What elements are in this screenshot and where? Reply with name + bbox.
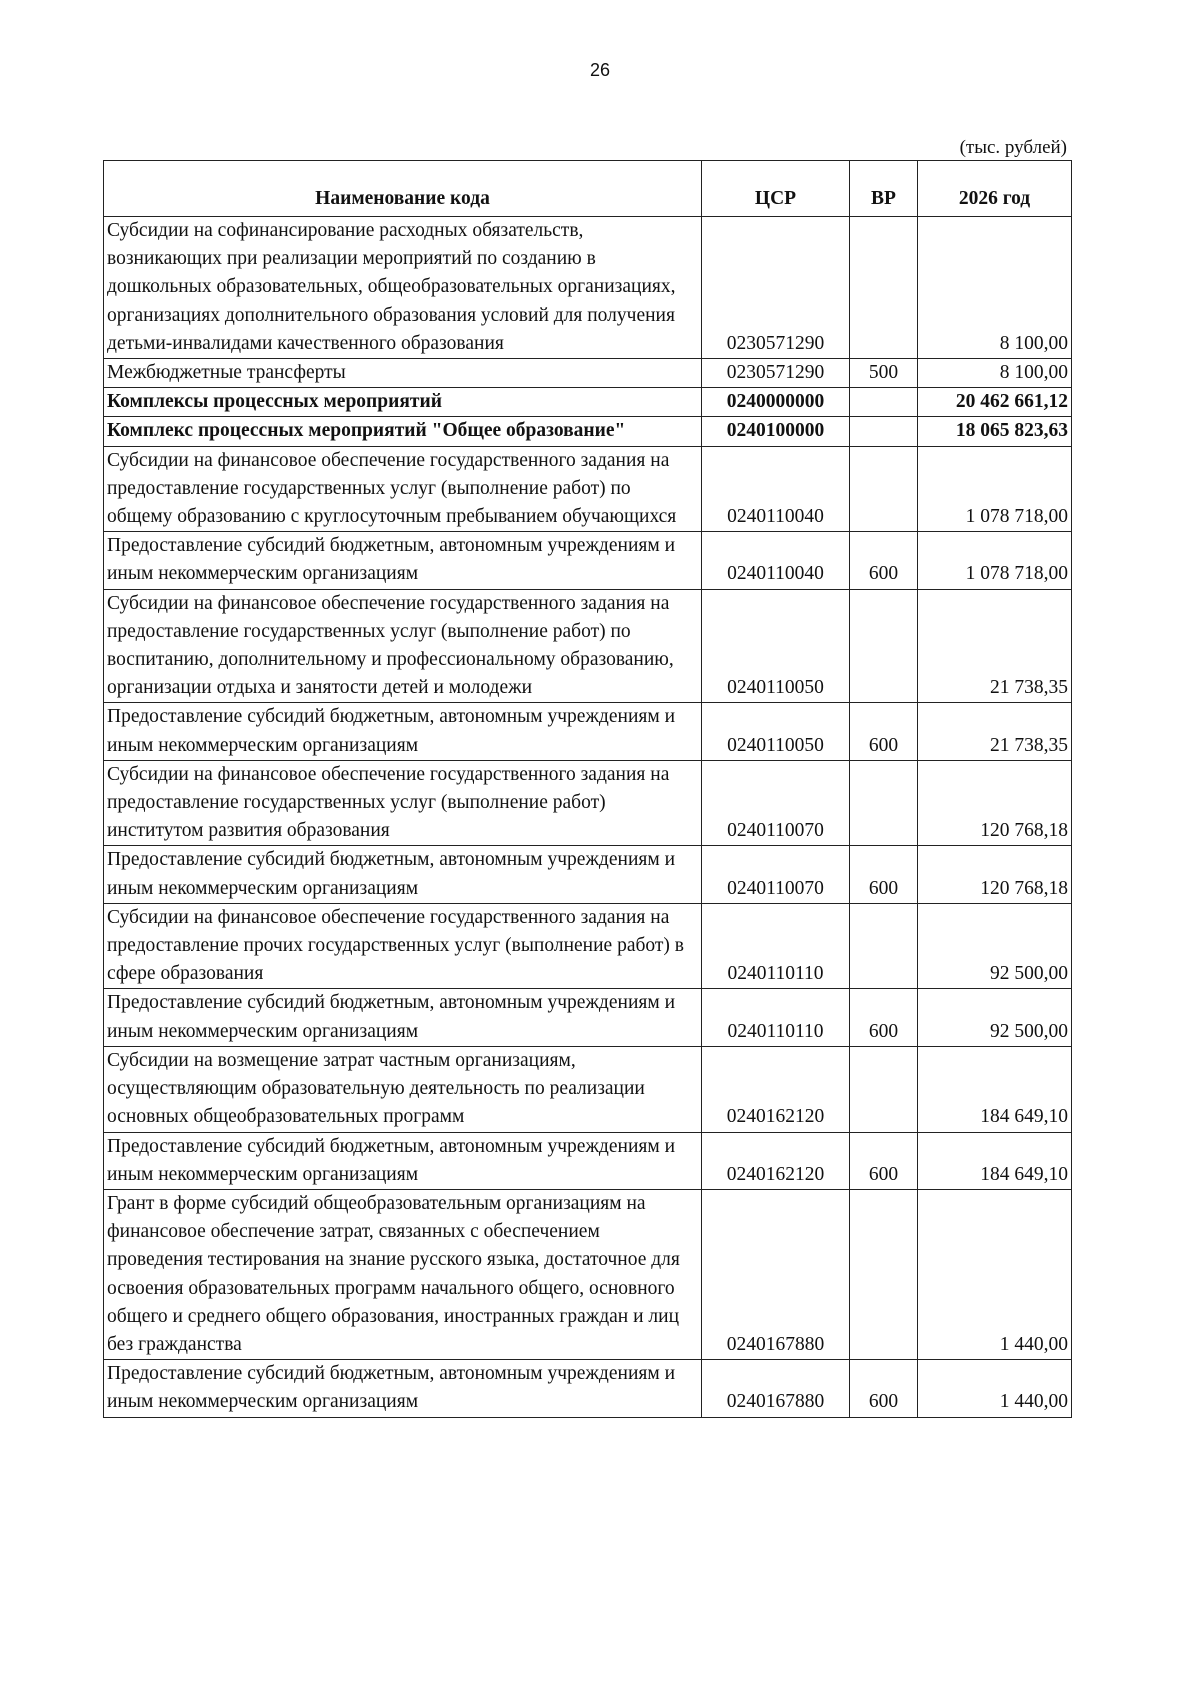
row-csr-cell: 0240110070: [702, 846, 850, 903]
row-vr-cell: [850, 1046, 918, 1132]
row-csr-cell: 0240110110: [702, 903, 850, 989]
row-name-cell: Грант в форме субсидий общеобразовательным организациям на финансовое обеспечение затрат, связанных с обеспечением проведения тестирования на знание русского языка, достаточное для освоения образовательных программ начального общего, основного общего и среднего общего образования, иностранных граждан и лиц без гражданства: [104, 1189, 702, 1359]
table-row: [104, 359, 1072, 388]
table-row: [104, 417, 1072, 446]
table-row: [104, 760, 1072, 846]
row-amount-cell: 18 065 823,63: [918, 417, 1072, 446]
row-csr-cell: 0230571290: [702, 359, 850, 388]
table-body: [104, 217, 1072, 1418]
page-number: 26: [589, 60, 611, 80]
table-row: [104, 1189, 1072, 1359]
row-vr-cell: [850, 1189, 918, 1359]
row-csr-cell: 0240000000: [702, 388, 850, 417]
row-amount-cell: 184 649,10: [918, 1132, 1072, 1189]
table-row: [104, 846, 1072, 903]
table-header: [104, 161, 1072, 217]
header-vr: ВР: [850, 161, 918, 217]
row-csr-cell: 0240162120: [702, 1132, 850, 1189]
row-amount-cell: 120 768,18: [918, 760, 1072, 846]
row-vr-cell: [850, 388, 918, 417]
row-amount-cell: 184 649,10: [918, 1046, 1072, 1132]
table-row: [104, 989, 1072, 1046]
row-csr-cell: 0240110040: [702, 446, 850, 532]
row-csr-cell: 0240167880: [702, 1189, 850, 1359]
row-name-cell: Комплекс процессных мероприятий "Общее образование": [104, 417, 702, 446]
row-amount-cell: 1 440,00: [918, 1189, 1072, 1359]
row-name-cell: Предоставление субсидий бюджетным, автономным учреждениям и иным некоммерческим организациям: [104, 532, 702, 589]
header-csr: ЦСР: [702, 161, 850, 217]
row-amount-cell: 1 440,00: [918, 1360, 1072, 1417]
row-csr-cell: 0240110070: [702, 760, 850, 846]
row-vr-cell: [850, 417, 918, 446]
row-csr-cell: 0240110040: [702, 532, 850, 589]
row-amount-cell: 21 738,35: [918, 703, 1072, 760]
table-row: [104, 903, 1072, 989]
row-amount-cell: 1 078 718,00: [918, 532, 1072, 589]
row-name-cell: Комплексы процессных мероприятий: [104, 388, 702, 417]
row-amount-cell: 8 100,00: [918, 359, 1072, 388]
table-row: [104, 217, 1072, 359]
row-vr-cell: 500: [850, 359, 918, 388]
header-year: 2026 год: [918, 161, 1072, 217]
row-name-cell: Субсидии на финансовое обеспечение государственного задания на предоставление государственных услуг (выполнение работ) по общему образованию с круглосуточным пребыванием обучающихся: [104, 446, 702, 532]
row-amount-cell: 21 738,35: [918, 589, 1072, 703]
row-amount-cell: 20 462 661,12: [918, 388, 1072, 417]
row-name-cell: Предоставление субсидий бюджетным, автономным учреждениям и иным некоммерческим организациям: [104, 846, 702, 903]
table-row: [104, 446, 1072, 532]
row-name-cell: Субсидии на финансовое обеспечение государственного задания на предоставление прочих государственных услуг (выполнение работ) в сфере образования: [104, 903, 702, 989]
row-name-cell: Субсидии на софинансирование расходных обязательств, возникающих при реализации мероприятий по созданию в дошкольных образовательных, общеобразовательных организациях, организациях дополнительного образования условий для получения детьми-инвалидами качественного образования: [104, 217, 702, 359]
row-amount-cell: 92 500,00: [918, 903, 1072, 989]
row-name-cell: Субсидии на финансовое обеспечение государственного задания на предоставление государственных услуг (выполнение работ) институтом развития образования: [104, 760, 702, 846]
row-vr-cell: [850, 217, 918, 359]
row-csr-cell: 0230571290: [702, 217, 850, 359]
row-name-cell: Предоставление субсидий бюджетным, автономным учреждениям и иным некоммерческим организациям: [104, 1360, 702, 1417]
table-row: [104, 703, 1072, 760]
row-csr-cell: 0240167880: [702, 1360, 850, 1417]
row-vr-cell: 600: [850, 1360, 918, 1417]
row-vr-cell: 600: [850, 989, 918, 1046]
table-row: [104, 388, 1072, 417]
table-row: [104, 1046, 1072, 1132]
row-csr-cell: 0240110110: [702, 989, 850, 1046]
row-name-cell: Субсидии на финансовое обеспечение государственного задания на предоставление государственных услуг (выполнение работ) по воспитанию, дополнительному и профессиональному образованию, организации отдыха и занятости детей и молодежи: [104, 589, 702, 703]
row-vr-cell: 600: [850, 703, 918, 760]
row-vr-cell: 600: [850, 532, 918, 589]
row-name-cell: Предоставление субсидий бюджетным, автономным учреждениям и иным некоммерческим организациям: [104, 1132, 702, 1189]
row-csr-cell: 0240110050: [702, 589, 850, 703]
row-csr-cell: 0240162120: [702, 1046, 850, 1132]
row-vr-cell: [850, 589, 918, 703]
row-vr-cell: 600: [850, 1132, 918, 1189]
row-amount-cell: 92 500,00: [918, 989, 1072, 1046]
row-vr-cell: [850, 446, 918, 532]
row-amount-cell: 8 100,00: [918, 217, 1072, 359]
unit-note: (тыс. рублей): [959, 137, 1067, 158]
row-csr-cell: 0240110050: [702, 703, 850, 760]
row-amount-cell: 120 768,18: [918, 846, 1072, 903]
row-name-cell: Субсидии на возмещение затрат частным организациям, осуществляющим образовательную деятельность по реализации основных общеобразовательных программ: [104, 1046, 702, 1132]
budget-table: [103, 160, 1072, 1418]
header-name: Наименование кода: [104, 161, 702, 217]
table-row: [104, 589, 1072, 703]
row-vr-cell: [850, 903, 918, 989]
table-row: [104, 1360, 1072, 1417]
row-name-cell: Предоставление субсидий бюджетным, автономным учреждениям и иным некоммерческим организациям: [104, 703, 702, 760]
row-vr-cell: 600: [850, 846, 918, 903]
row-csr-cell: 0240100000: [702, 417, 850, 446]
row-name-cell: Межбюджетные трансферты: [104, 359, 702, 388]
row-name-cell: Предоставление субсидий бюджетным, автономным учреждениям и иным некоммерческим организациям: [104, 989, 702, 1046]
row-vr-cell: [850, 760, 918, 846]
table-row: [104, 532, 1072, 589]
header-row: [104, 161, 1072, 217]
table-row: [104, 1132, 1072, 1189]
row-amount-cell: 1 078 718,00: [918, 446, 1072, 532]
